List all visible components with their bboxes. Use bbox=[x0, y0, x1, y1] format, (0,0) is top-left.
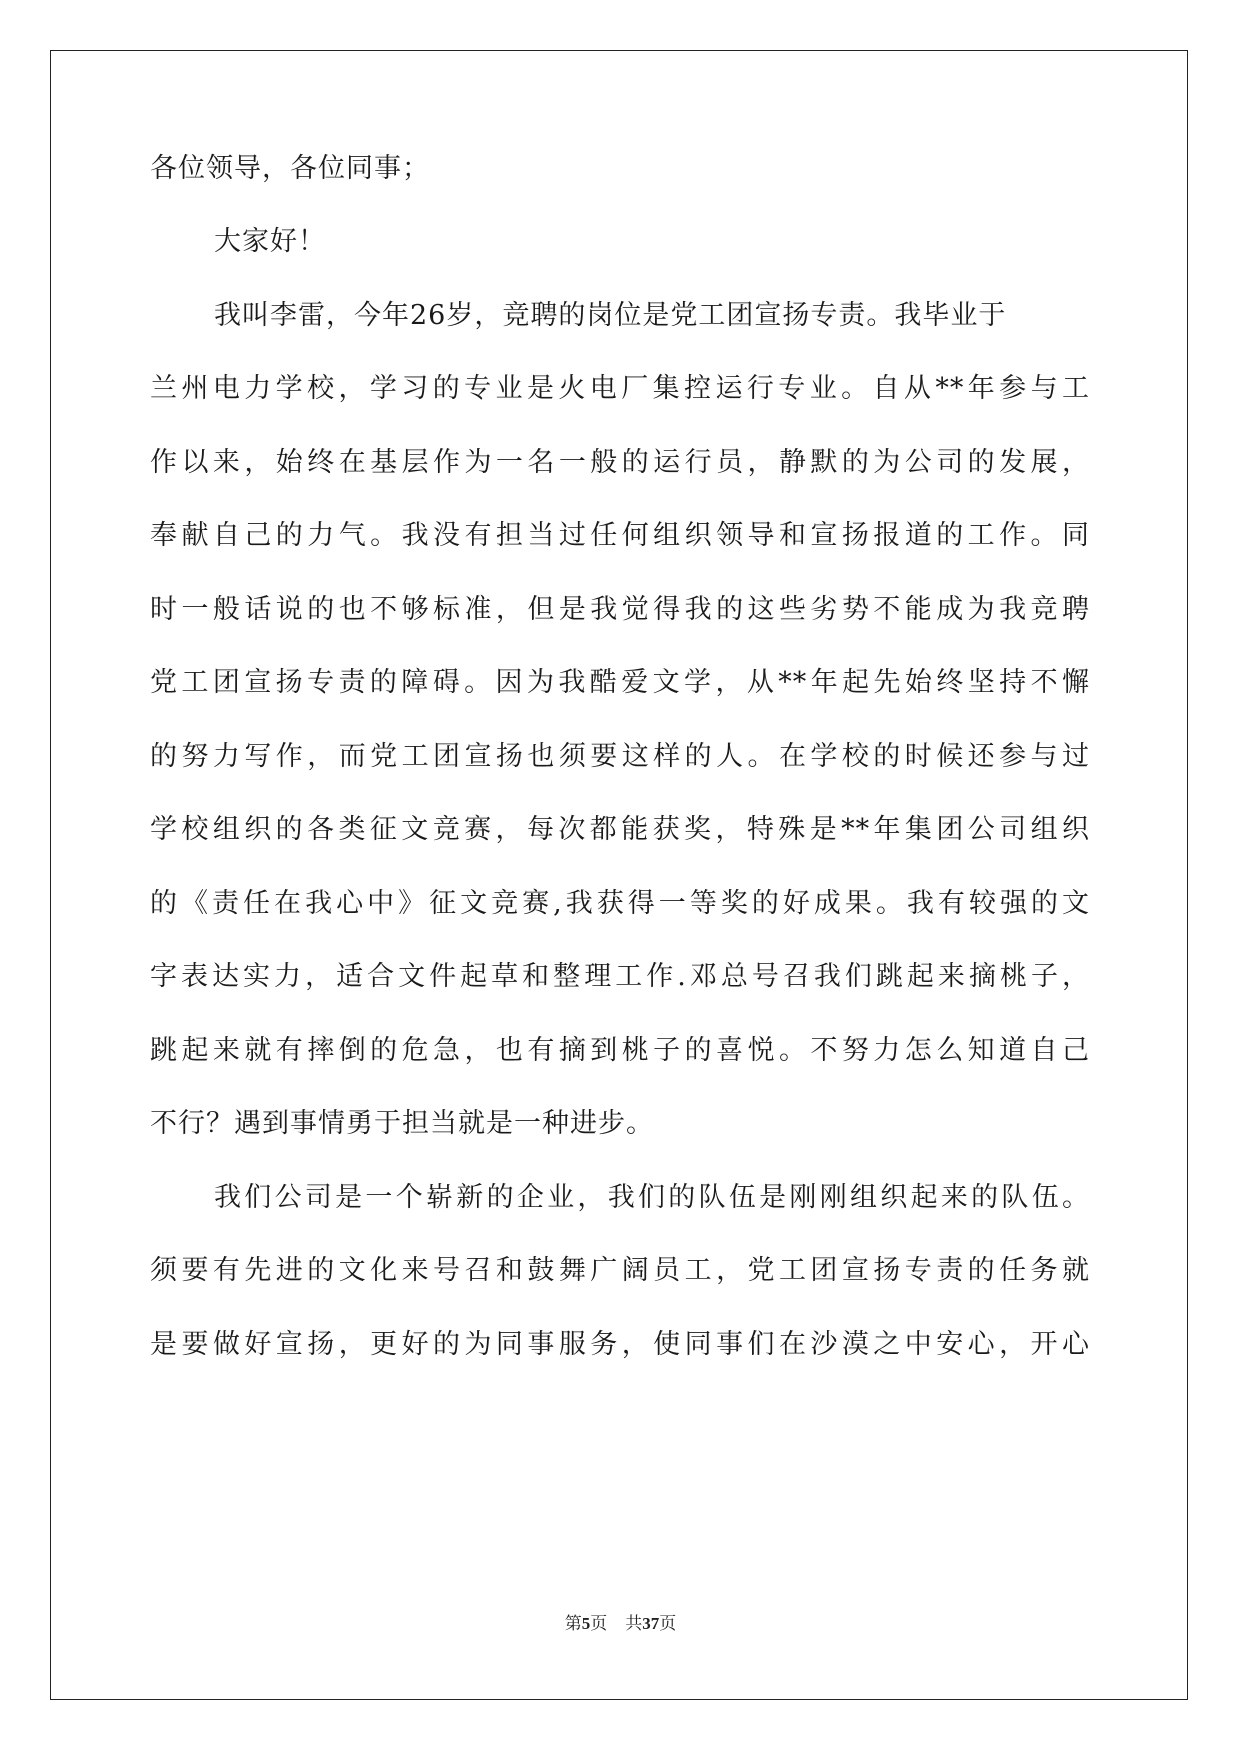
greeting-line: 大家好！ bbox=[214, 226, 326, 257]
paragraph-1-line-4: 奉献自己的力气。我没有担当过任何组织领导和宣扬报道的工作。同 bbox=[150, 520, 1090, 551]
paragraph-1-line-7: 的努力写作，而党工团宣扬也须要这样的人。在学校的时候还参与过 bbox=[150, 741, 1090, 772]
page-prefix: 第 bbox=[564, 1614, 582, 1633]
page-footer bbox=[0, 1613, 1241, 1635]
paragraph-1-line-5: 时一般话说的也不够标准，但是我觉得我的这些劣势不能成为我竞聘 bbox=[150, 594, 1090, 625]
total-suffix: 页 bbox=[659, 1614, 677, 1633]
total-prefix: 共 bbox=[625, 1614, 643, 1633]
page-suffix: 页 bbox=[590, 1614, 608, 1633]
total-pages: 37 bbox=[642, 1614, 660, 1633]
paragraph-1-line-1: 我叫李雷，今年26岁，竞聘的岗位是党工团宣扬专责。我毕业于 bbox=[214, 300, 1007, 331]
paragraph-1-line-3: 作以来，始终在基层作为一名一般的运行员，静默的为公司的发展， bbox=[150, 447, 1090, 478]
paragraph-2-line-3: 是要做好宣扬，更好的为同事服务，使同事们在沙漠之中安心，开心 bbox=[150, 1329, 1090, 1360]
salutation-line: 各位领导，各位同事； bbox=[150, 153, 430, 184]
page-number: 5 bbox=[581, 1614, 591, 1633]
page-border bbox=[50, 50, 1188, 1700]
paragraph-2-line-2: 须要有先进的文化来号召和鼓舞广阔员工，党工团宣扬专责的任务就 bbox=[150, 1255, 1090, 1286]
paragraph-1-line-9: 的《责任在我心中》征文竞赛,我获得一等奖的好成果。我有较强的文 bbox=[150, 888, 1090, 919]
paragraph-1-line-11: 跳起来就有摔倒的危急，也有摘到桃子的喜悦。不努力怎么知道自己 bbox=[150, 1035, 1090, 1066]
paragraph-1-line-8: 学校组织的各类征文竞赛，每次都能获奖，特殊是**年集团公司组织 bbox=[150, 814, 1090, 845]
paragraph-1-line-2: 兰州电力学校，学习的专业是火电厂集控运行专业。自从**年参与工 bbox=[150, 373, 1090, 404]
paragraph-2-line-1: 我们公司是一个崭新的企业，我们的队伍是刚刚组织起来的队伍。 bbox=[214, 1182, 1090, 1213]
paragraph-1-line-10: 字表达实力，适合文件起草和整理工作.邓总号召我们跳起来摘桃子， bbox=[150, 961, 1090, 992]
paragraph-1-line-6: 党工团宣扬专责的障碍。因为我酷爱文学，从**年起先始终坚持不懈 bbox=[150, 667, 1090, 698]
paragraph-1-line-12: 不行？遇到事情勇于担当就是一种进步。 bbox=[150, 1108, 654, 1139]
